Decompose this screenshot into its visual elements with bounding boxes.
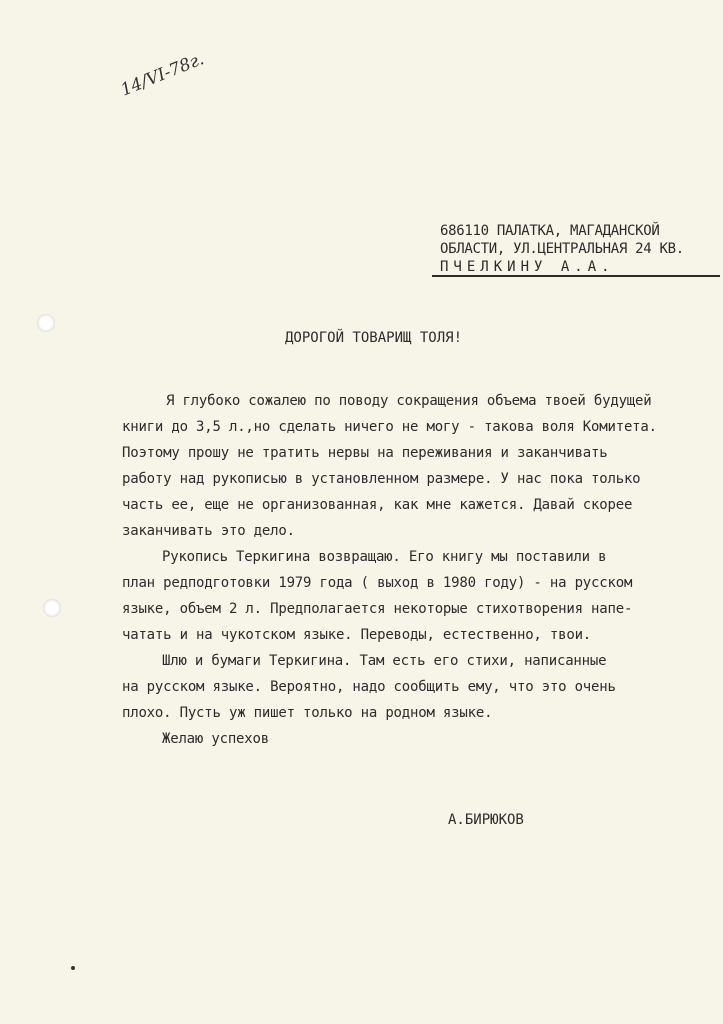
- closing-wish: Желаю успехов: [162, 731, 269, 747]
- recipient-name: ПЧЕЛКИНУ А.А.: [440, 259, 615, 275]
- body-line: Я глубоко сожалею по поводу сокращения объема твоей будущей: [166, 393, 652, 409]
- body-line: заканчивать это дело.: [122, 523, 295, 539]
- letter-body: [122, 388, 722, 752]
- greeting: ДОРОГОЙ ТОВАРИЩ ТОЛЯ!: [285, 330, 463, 346]
- body-line: Рукопись Теркигина возвращаю. Его книгу мы поставили в: [162, 549, 607, 565]
- body-line: часть ее, еще не организованная, как мне кажется. Давай скорее: [122, 497, 633, 513]
- body-line: Шлю и бумаги Теркигина. Там есть его стихи, написанные: [162, 653, 607, 669]
- body-line: работу над рукописью в установленном размере. У нас пока только: [122, 471, 641, 487]
- body-line: плохо. Пусть уж пишет только на родном языке.: [122, 705, 493, 721]
- address-underline: [432, 275, 720, 277]
- body-line: план редподготовки 1979 года ( выход в 1980 году) - на русском: [122, 575, 633, 591]
- handwritten-date-note: 14/VI-78г.: [118, 49, 207, 101]
- paper-speck: [71, 966, 75, 970]
- body-line: книги до 3,5 л.,но сделать ничего не могу - такова воля Комитета.: [122, 419, 657, 435]
- address-line-1: 686110 ПАЛАТКА, МАГАДАНСКОЙ: [440, 223, 660, 239]
- body-line: языке, объем 2 л. Предполагается некоторые стихотворения напе-: [122, 601, 633, 617]
- address-line-2: ОБЛАСТИ, УЛ.ЦЕНТРАЛЬНАЯ 24 КВ.: [440, 241, 684, 257]
- body-line: Поэтому прошу не тратить нервы на переживания и заканчивать: [122, 445, 608, 461]
- punch-hole-top: [37, 314, 55, 332]
- body-line: на русском языке. Вероятно, надо сообщить ему, что это очень: [122, 679, 616, 695]
- signature: А.БИРЮКОВ: [448, 812, 524, 828]
- recipient-address: [440, 222, 723, 276]
- body-line: чатать и на чукотском языке. Переводы, естественно, твои.: [122, 627, 592, 643]
- punch-hole-bottom: [43, 599, 61, 617]
